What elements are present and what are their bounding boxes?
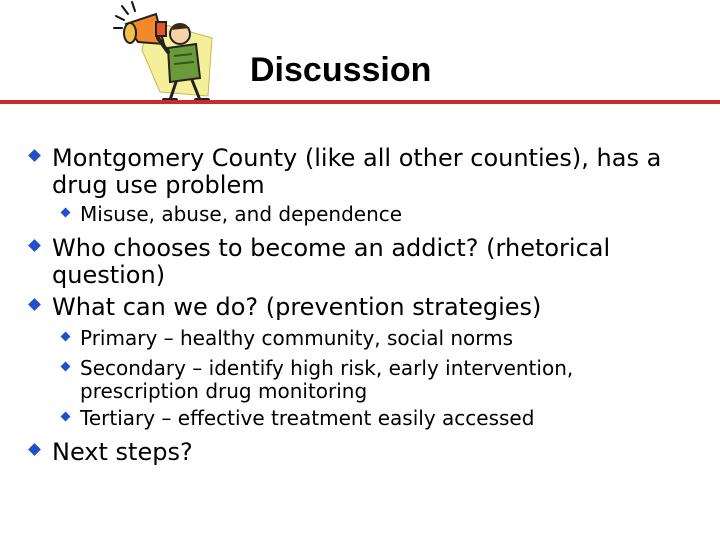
diamond-bullet-icon [28, 149, 41, 162]
diamond-bullet-icon [28, 298, 41, 311]
diamond-bullet-icon [61, 412, 71, 422]
diamond-bullet-icon [28, 443, 41, 456]
diamond-bullet-icon [28, 239, 41, 252]
sub-bullet-item: Misuse, abuse, and dependence [80, 202, 403, 226]
bullet-item: Who chooses to become an addict? (rhetorical question) [52, 234, 611, 289]
slide-title: Discussion [250, 51, 432, 89]
sub-bullet-item: Secondary – identify high risk, early intervention, prescription drug monitoring [80, 356, 574, 403]
bullet-item: What can we do? (prevention strategies) [52, 293, 542, 321]
bullet-item: Next steps? [52, 438, 193, 466]
diamond-bullet-icon [61, 362, 71, 372]
diamond-bullet-icon [61, 332, 71, 342]
diamond-bullet-icon [61, 208, 71, 218]
sub-bullet-item: Primary – healthy community, social norms [80, 326, 514, 350]
bullet-item: Montgomery County (like all other counties), has a drug use problem [52, 144, 662, 199]
sub-bullet-item: Tertiary – effective treatment easily accessed [80, 406, 535, 430]
